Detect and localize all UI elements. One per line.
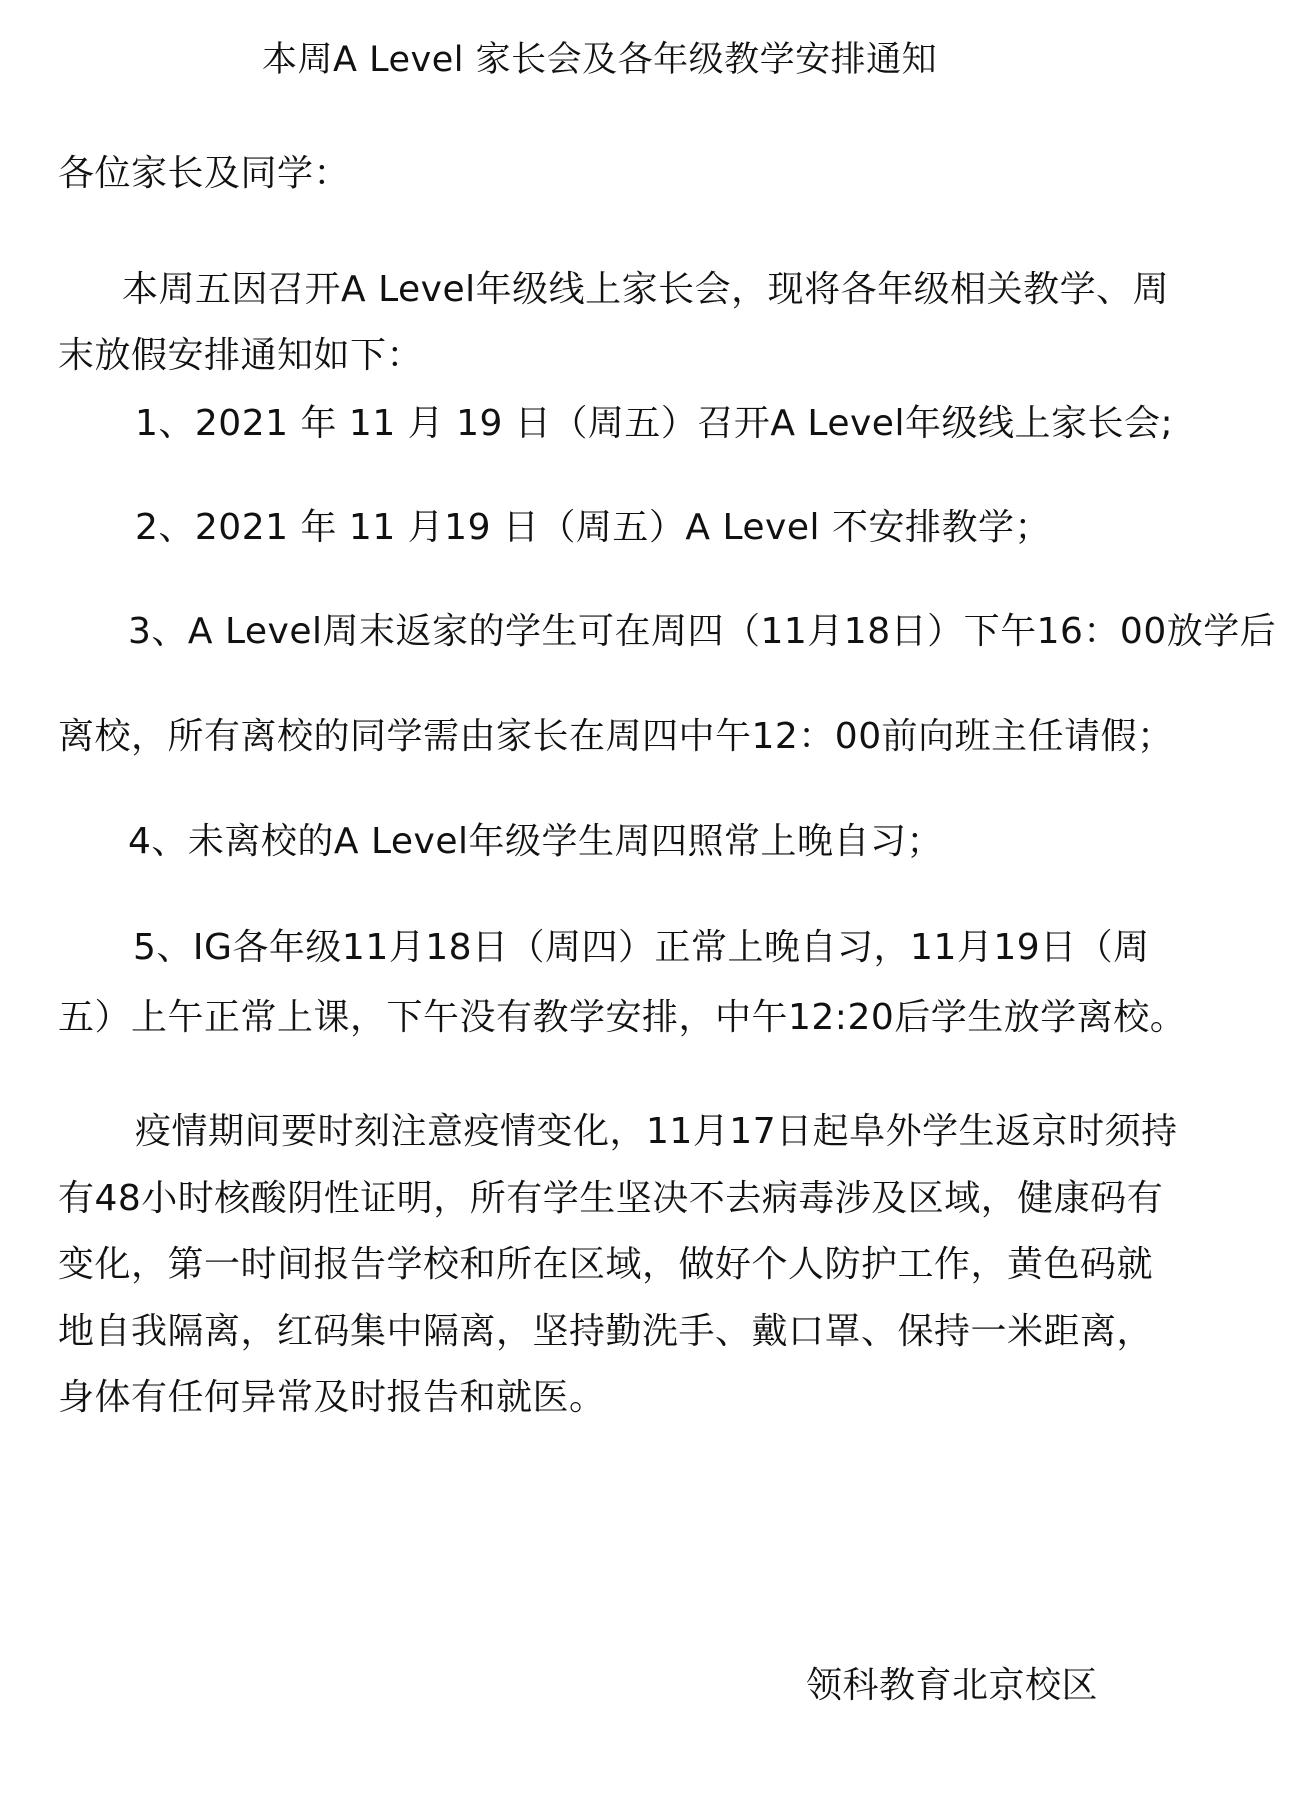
closing-line: 变化，第一时间报告学校和所在区域，做好个人防护工作，黄色码就 [58, 1244, 1154, 1285]
intro-line: 本周五因召开A Level年级线上家长会，现将各年级相关教学、周 [122, 269, 1170, 310]
list-item-3: 3、A Level周末返家的学生可在周四（11月18日）下午16：00放学后 [128, 611, 1277, 652]
intro-line: 末放假安排通知如下： [58, 335, 424, 376]
list-item-5-continued: 五）上午正常上课，下午没有教学安排，中午12:20后学生放学离校。 [58, 997, 1187, 1038]
list-item-1: 1、2021 年 11 月 19 日（周五）召开A Level年级线上家长会; [135, 403, 1174, 444]
salutation: 各位家长及同学： [58, 153, 351, 194]
list-item-2: 2、2021 年 11 月19 日（周五）A Level 不安排教学； [135, 507, 1051, 548]
list-item-4: 4、未离校的A Level年级学生周四照常上晚自习； [128, 821, 944, 862]
list-item-3-continued: 离校，所有离校的同学需由家长在周四中午12：00前向班主任请假； [58, 716, 1174, 757]
closing-line: 身体有任何异常及时报告和就医。 [58, 1377, 606, 1418]
closing-line: 疫情期间要时刻注意疫情变化，11月17日起阜外学生返京时须持 [135, 1111, 1178, 1152]
notice-title: 本周A Level 家长会及各年级教学安排通知 [262, 40, 938, 80]
closing-line: 地自我隔离，红码集中隔离，坚持勤洗手、戴口罩、保持一米距离， [58, 1311, 1154, 1352]
closing-line: 有48小时核酸阴性证明，所有学生坚决不去病毒涉及区域，健康码有 [58, 1178, 1164, 1219]
signature: 领科教育北京校区 [806, 1665, 1099, 1706]
list-item-5: 5、IG各年级11月18日（周四）正常上晚自习，11月19日（周 [133, 927, 1150, 968]
